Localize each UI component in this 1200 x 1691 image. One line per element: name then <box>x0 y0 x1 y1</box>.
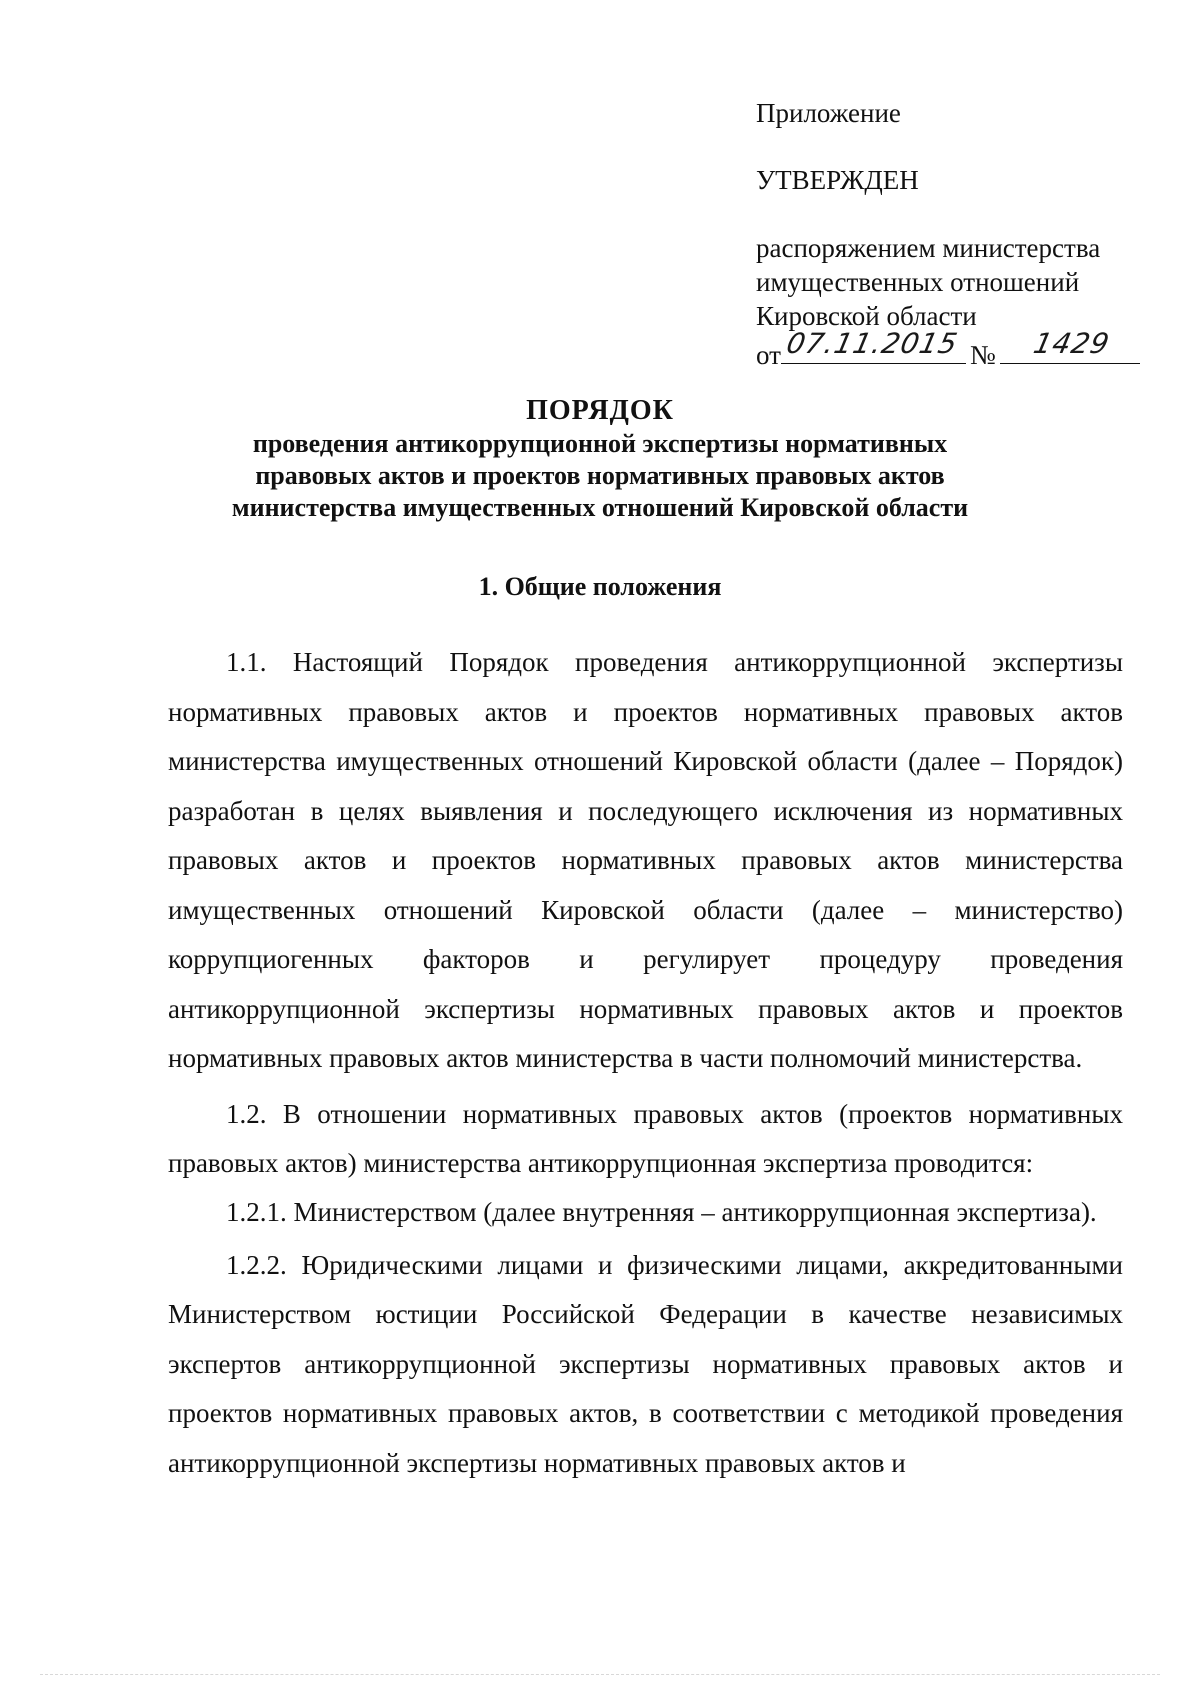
body-text <box>168 638 1123 1488</box>
number-blank <box>1000 327 1140 364</box>
paragraph-1-2-2: 1.2.2. Юридическими лицами и физическими лицами, аккредитованными Министерством юстиции Российской Федерации в качестве независимых экспертов антикоррупционной экспертизы нормативных правовых актов и проектов нормативных правовых актов, в соответствии с методикой проведения антикоррупционной экспертизы нормативных правовых актов и <box>168 1249 1123 1478</box>
paragraph-1-2-1: 1.2.1. Министерством (далее внутренняя – антикоррупционная экспертиза). <box>226 1196 1097 1227</box>
title-line-3: министерства имущественных отношений Кировской области <box>231 493 969 522</box>
approval-line-3: Кировской области <box>756 301 977 331</box>
date-blank <box>781 327 966 364</box>
paragraph-1-2: 1.2. В отношении нормативных правовых актов (проектов нормативных правовых актов) министерства антикоррупционная экспертиза проводится: <box>168 1098 1123 1178</box>
paragraph-1-1: 1.1. Настоящий Порядок проведения антикоррупционной экспертизы нормативных правовых актов и проектов нормативных правовых актов министерства имущественных отношений Кировской области (далее – Порядок) разработан в целях выявления и последующего исключения из нормативных правовых актов и проектов нормативных правовых актов министерства имущественных отношений Кировской области (далее – министерство) коррупциогенных факторов и регулирует процедуру проведения антикоррупционной экспертизы нормативных правовых актов и проектов нормативных правовых актов министерства в части полномочий министерства. <box>168 647 1123 1073</box>
appendix-label: Приложение <box>756 98 901 128</box>
handwritten-number: 1429 <box>1030 327 1113 360</box>
number-sign: № <box>969 340 996 370</box>
title-line-1: проведения антикоррупционной экспертизы нормативных <box>252 429 948 458</box>
document-title <box>0 395 1200 524</box>
date-prefix: от <box>756 340 781 370</box>
title-line-2: правовых актов и проектов нормативных правовых актов <box>255 461 945 490</box>
section-heading: 1. Общие положения <box>478 572 722 601</box>
approval-line-2: имущественных отношений <box>756 267 1080 297</box>
approval-line-1: распоряжением министерства <box>756 233 1101 263</box>
approved-label: УТВЕРЖДЕН <box>756 165 919 195</box>
title-main: ПОРЯДОК <box>526 395 674 426</box>
handwritten-date: 07.11.2015 <box>783 327 961 360</box>
scan-edge-artifact <box>40 1674 1160 1689</box>
date-number-row <box>756 327 1136 370</box>
approval-block <box>756 96 1136 369</box>
